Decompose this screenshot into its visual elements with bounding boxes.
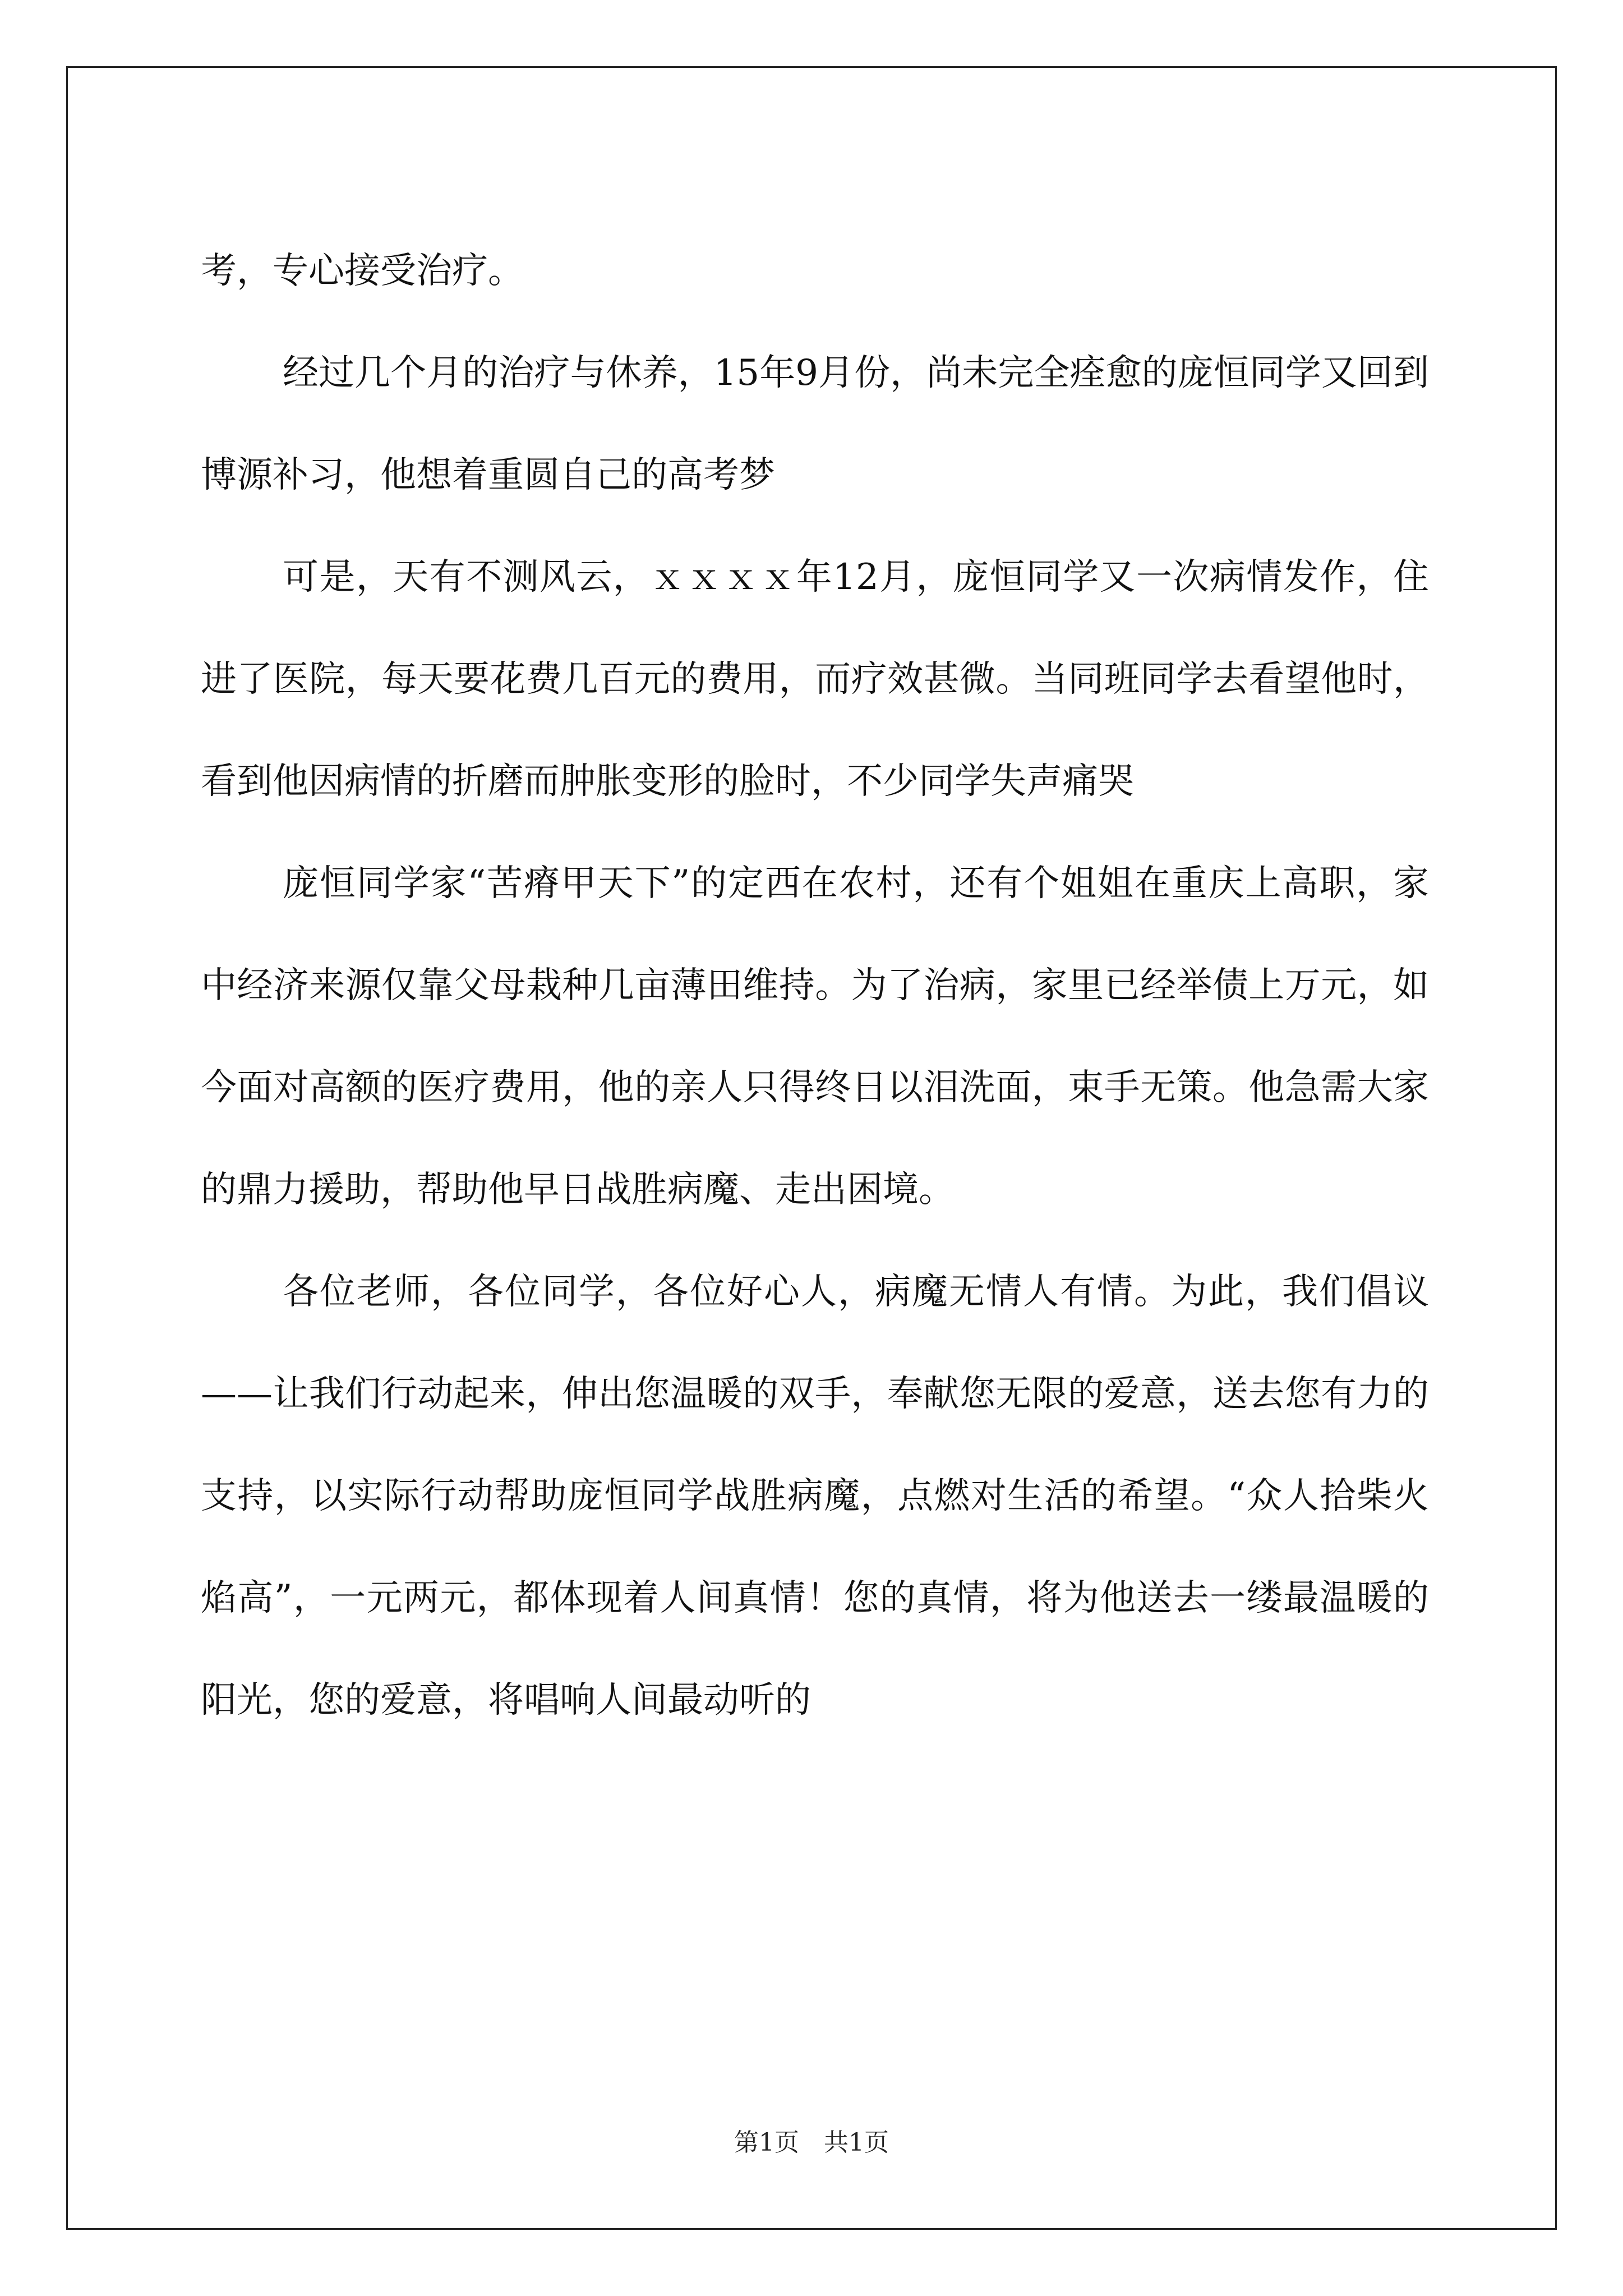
paragraph-5: 各位老师，各位同学，各位好心人，病魔无情人有情。为此，我们倡议——让我们行动起来，伸出您温暖的双手，奉献您无限的爱意，送去您有力的支持，以实际行动帮助庞恒同学战胜病魔，点燃对生活的希望。“众人拾柴火焰高”，一元两元，都体现着人间真情！您的真情，将为他送去一缕最温暖的阳光，您的爱意，将唱响人间最动听的	[201, 1271, 1429, 1721]
paragraph-3: 可是，天有不测风云，ｘｘｘｘ年12月，庞恒同学又一次病情发作，住进了医院，每天要花费几百元的费用，而疗效甚微。当同班同学去看望他时，看到他因病情的折磨而肿胀变形的脸时，不少同学失声痛哭	[201, 556, 1429, 802]
document-body	[201, 220, 1429, 1751]
paragraph-1: 考，专心接受治疗。	[201, 250, 524, 292]
paragraph-4: 庞恒同学家“苦瘠甲天下”的定西在农村，还有个姐姐在重庆上高职，家中经济来源仅靠父母栽种几亩薄田维持。为了治病，家里已经举债上万元，如今面对高额的医疗费用，他的亲人只得终日以泪洗面，束手无策。他急需大家的鼎力援助，帮助他早日战胜病魔、走出困境。	[201, 863, 1429, 1211]
paragraph-2: 经过几个月的治疗与休养，15年9月份，尚未完全痊愈的庞恒同学又回到博源补习，他想着重圆自己的高考梦	[201, 352, 1429, 496]
page-number-label: 第1页 共1页	[734, 2128, 889, 2157]
page-footer	[0, 2126, 1623, 2160]
